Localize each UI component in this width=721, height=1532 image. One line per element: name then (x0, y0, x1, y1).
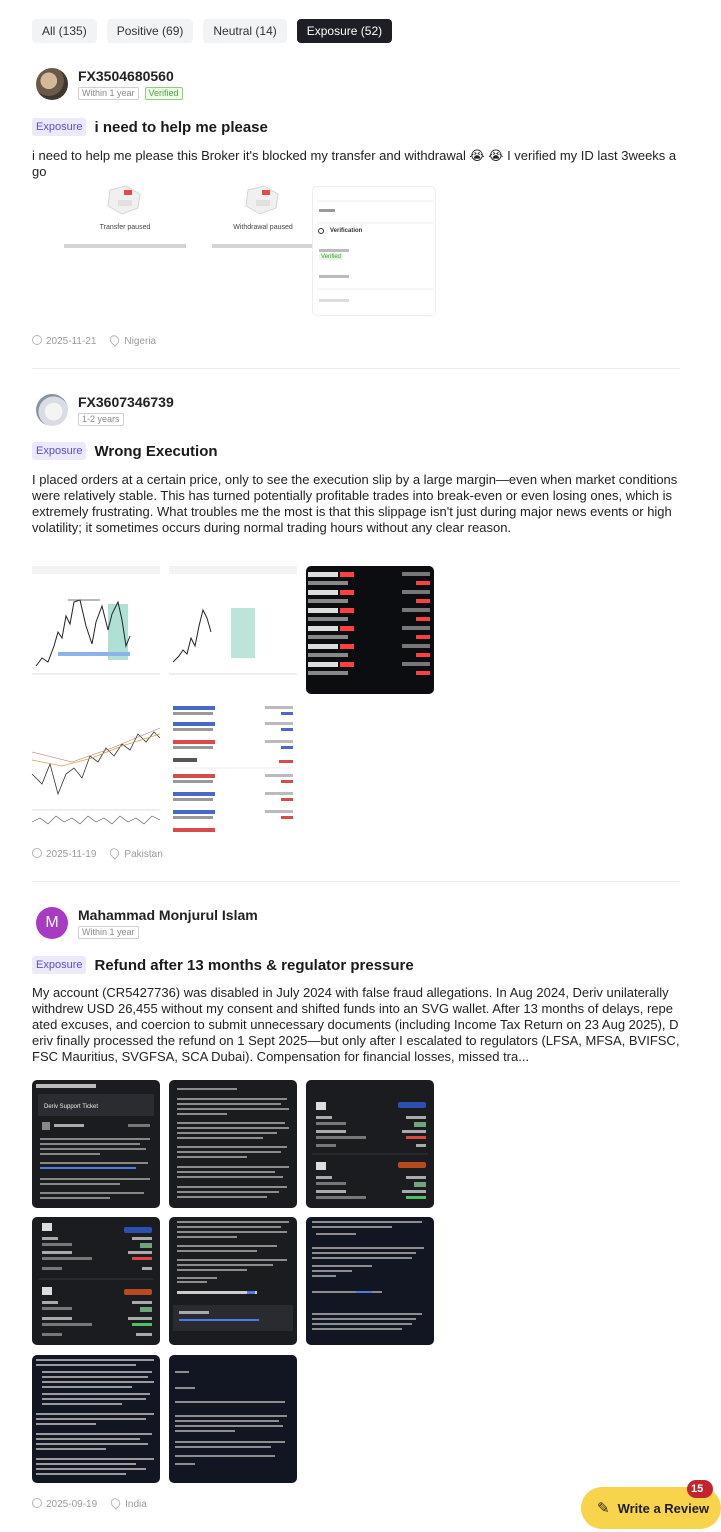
verified-status: Verified (321, 254, 342, 260)
divider (32, 368, 680, 369)
duration-tag: Within 1 year (78, 926, 139, 939)
email-text-screenshot (169, 1080, 297, 1208)
email-text-screenshot (32, 1355, 160, 1483)
review-card (32, 907, 680, 1517)
review-image[interactable] (200, 186, 326, 256)
clock-icon (32, 1498, 42, 1508)
price-chart-screenshot (32, 566, 160, 694)
username[interactable]: FX3504680560 (78, 68, 174, 84)
avatar[interactable]: M (36, 907, 68, 939)
verification-label: Verification (330, 228, 363, 234)
review-image[interactable] (32, 1080, 160, 1208)
write-review-label: Write a Review (617, 1500, 710, 1516)
email-text-screenshot (169, 1355, 297, 1483)
avatar[interactable] (36, 394, 68, 426)
support-ticket-screenshot (32, 1080, 160, 1208)
exposure-badge: Exposure (32, 956, 86, 974)
review-image[interactable] (306, 1080, 434, 1208)
review-image[interactable] (169, 704, 297, 832)
trade-history-screenshot (306, 566, 434, 694)
review-title: Wrong Execution (94, 442, 218, 460)
review-title: i need to help me please (94, 118, 268, 136)
review-image[interactable] (32, 704, 160, 832)
review-image[interactable] (169, 1080, 297, 1208)
review-date: 2025-11-19 (32, 848, 96, 860)
email-text-screenshot (169, 1217, 297, 1345)
review-country: Pakistan (110, 848, 162, 860)
clock-icon (32, 335, 42, 345)
withdrawal-paused-illustration (200, 186, 326, 256)
support-ticket-title: Deriv Support Ticket (44, 1104, 99, 1110)
review-card (32, 68, 680, 369)
exposure-badge: Exposure (32, 442, 86, 460)
verified-tag: Verified (145, 87, 183, 100)
filter-all[interactable]: All (135) (32, 19, 97, 43)
filter-positive[interactable]: Positive (69) (107, 19, 194, 43)
review-image[interactable] (306, 566, 434, 694)
transfer-paused-illustration (62, 186, 188, 256)
username[interactable]: Mahammad Monjurul Islam (78, 907, 258, 923)
filter-neutral[interactable]: Neutral (14) (203, 19, 286, 43)
withdrawal-paused-label: Withdrawal paused (233, 224, 293, 231)
review-image[interactable] (169, 1217, 297, 1345)
review-image[interactable] (62, 186, 188, 256)
review-image[interactable] (32, 1217, 160, 1345)
transaction-screenshot (306, 1080, 434, 1208)
review-image[interactable] (312, 186, 436, 316)
review-date: 2025-09-19 (32, 1498, 97, 1510)
location-icon (109, 1496, 122, 1509)
review-image[interactable] (169, 566, 297, 694)
review-image[interactable] (32, 566, 160, 694)
transaction-screenshot (32, 1217, 160, 1345)
duration-tag: Within 1 year (78, 87, 139, 100)
location-icon (108, 846, 121, 859)
location-icon (108, 333, 121, 346)
review-country: India (111, 1498, 147, 1510)
divider (32, 881, 680, 882)
filter-exposure[interactable]: Exposure (52) (297, 19, 392, 43)
exposure-badge: Exposure (32, 118, 86, 136)
review-title: Refund after 13 months & regulator pressure (94, 956, 414, 974)
trade-history-screenshot (169, 704, 297, 832)
review-body: My account (CR5427736) was disabled in July 2024 with false fraud allegations. In Aug 2024, Deriv unilaterally withdrew USD 26,455 without my consent and shifted funds into an SVG wallet. After 13 months of delays, repeated excuses, and coercion to submit unnecessary documents (including Income Tax Return on 23 Aug 2025), Deriv finally processed the refund on 1 Sept 2025—but only after I escalated to regulators (LFSA, MFSA, BVIFSC, FSC Mauritius, SVGFSA, SCA Dubai). Compensation for financial losses, missed tra... (32, 985, 680, 1064)
review-card (32, 394, 680, 882)
clock-icon (32, 848, 42, 858)
price-chart-screenshot (169, 566, 297, 694)
username[interactable]: FX3607346739 (78, 394, 174, 410)
transfer-paused-label: Transfer paused (99, 224, 151, 231)
review-date: 2025-11-21 (32, 335, 96, 347)
review-country: Nigeria (110, 335, 156, 347)
review-image[interactable] (169, 1355, 297, 1483)
settings-screenshot (313, 187, 437, 317)
review-body: i need to help me please this Broker it's blocked my transfer and withdrawal 😭 😭 I verified my ID last 3weeks ago (32, 148, 677, 179)
review-body: I placed orders at a certain price, only to see the execution slip by a large margin—even when market conditions were relatively stable. This has turned potentially profitable trades into break-even or even losing ones, which is extremely frustrating. What troubles me the most is that this slippage isn't just during major news events or high volatility; it sometimes occurs during normal trading hours without any clear reason. (32, 472, 678, 535)
review-count-badge: 15 (687, 1480, 713, 1498)
pencil-icon: ✎ (597, 1500, 610, 1517)
filter-tabs (32, 19, 392, 43)
avatar[interactable] (36, 68, 68, 100)
duration-tag: 1-2 years (78, 413, 124, 426)
review-image[interactable] (32, 1355, 160, 1483)
review-image[interactable] (306, 1217, 434, 1345)
email-text-screenshot (306, 1217, 434, 1345)
price-chart-screenshot (32, 704, 160, 832)
